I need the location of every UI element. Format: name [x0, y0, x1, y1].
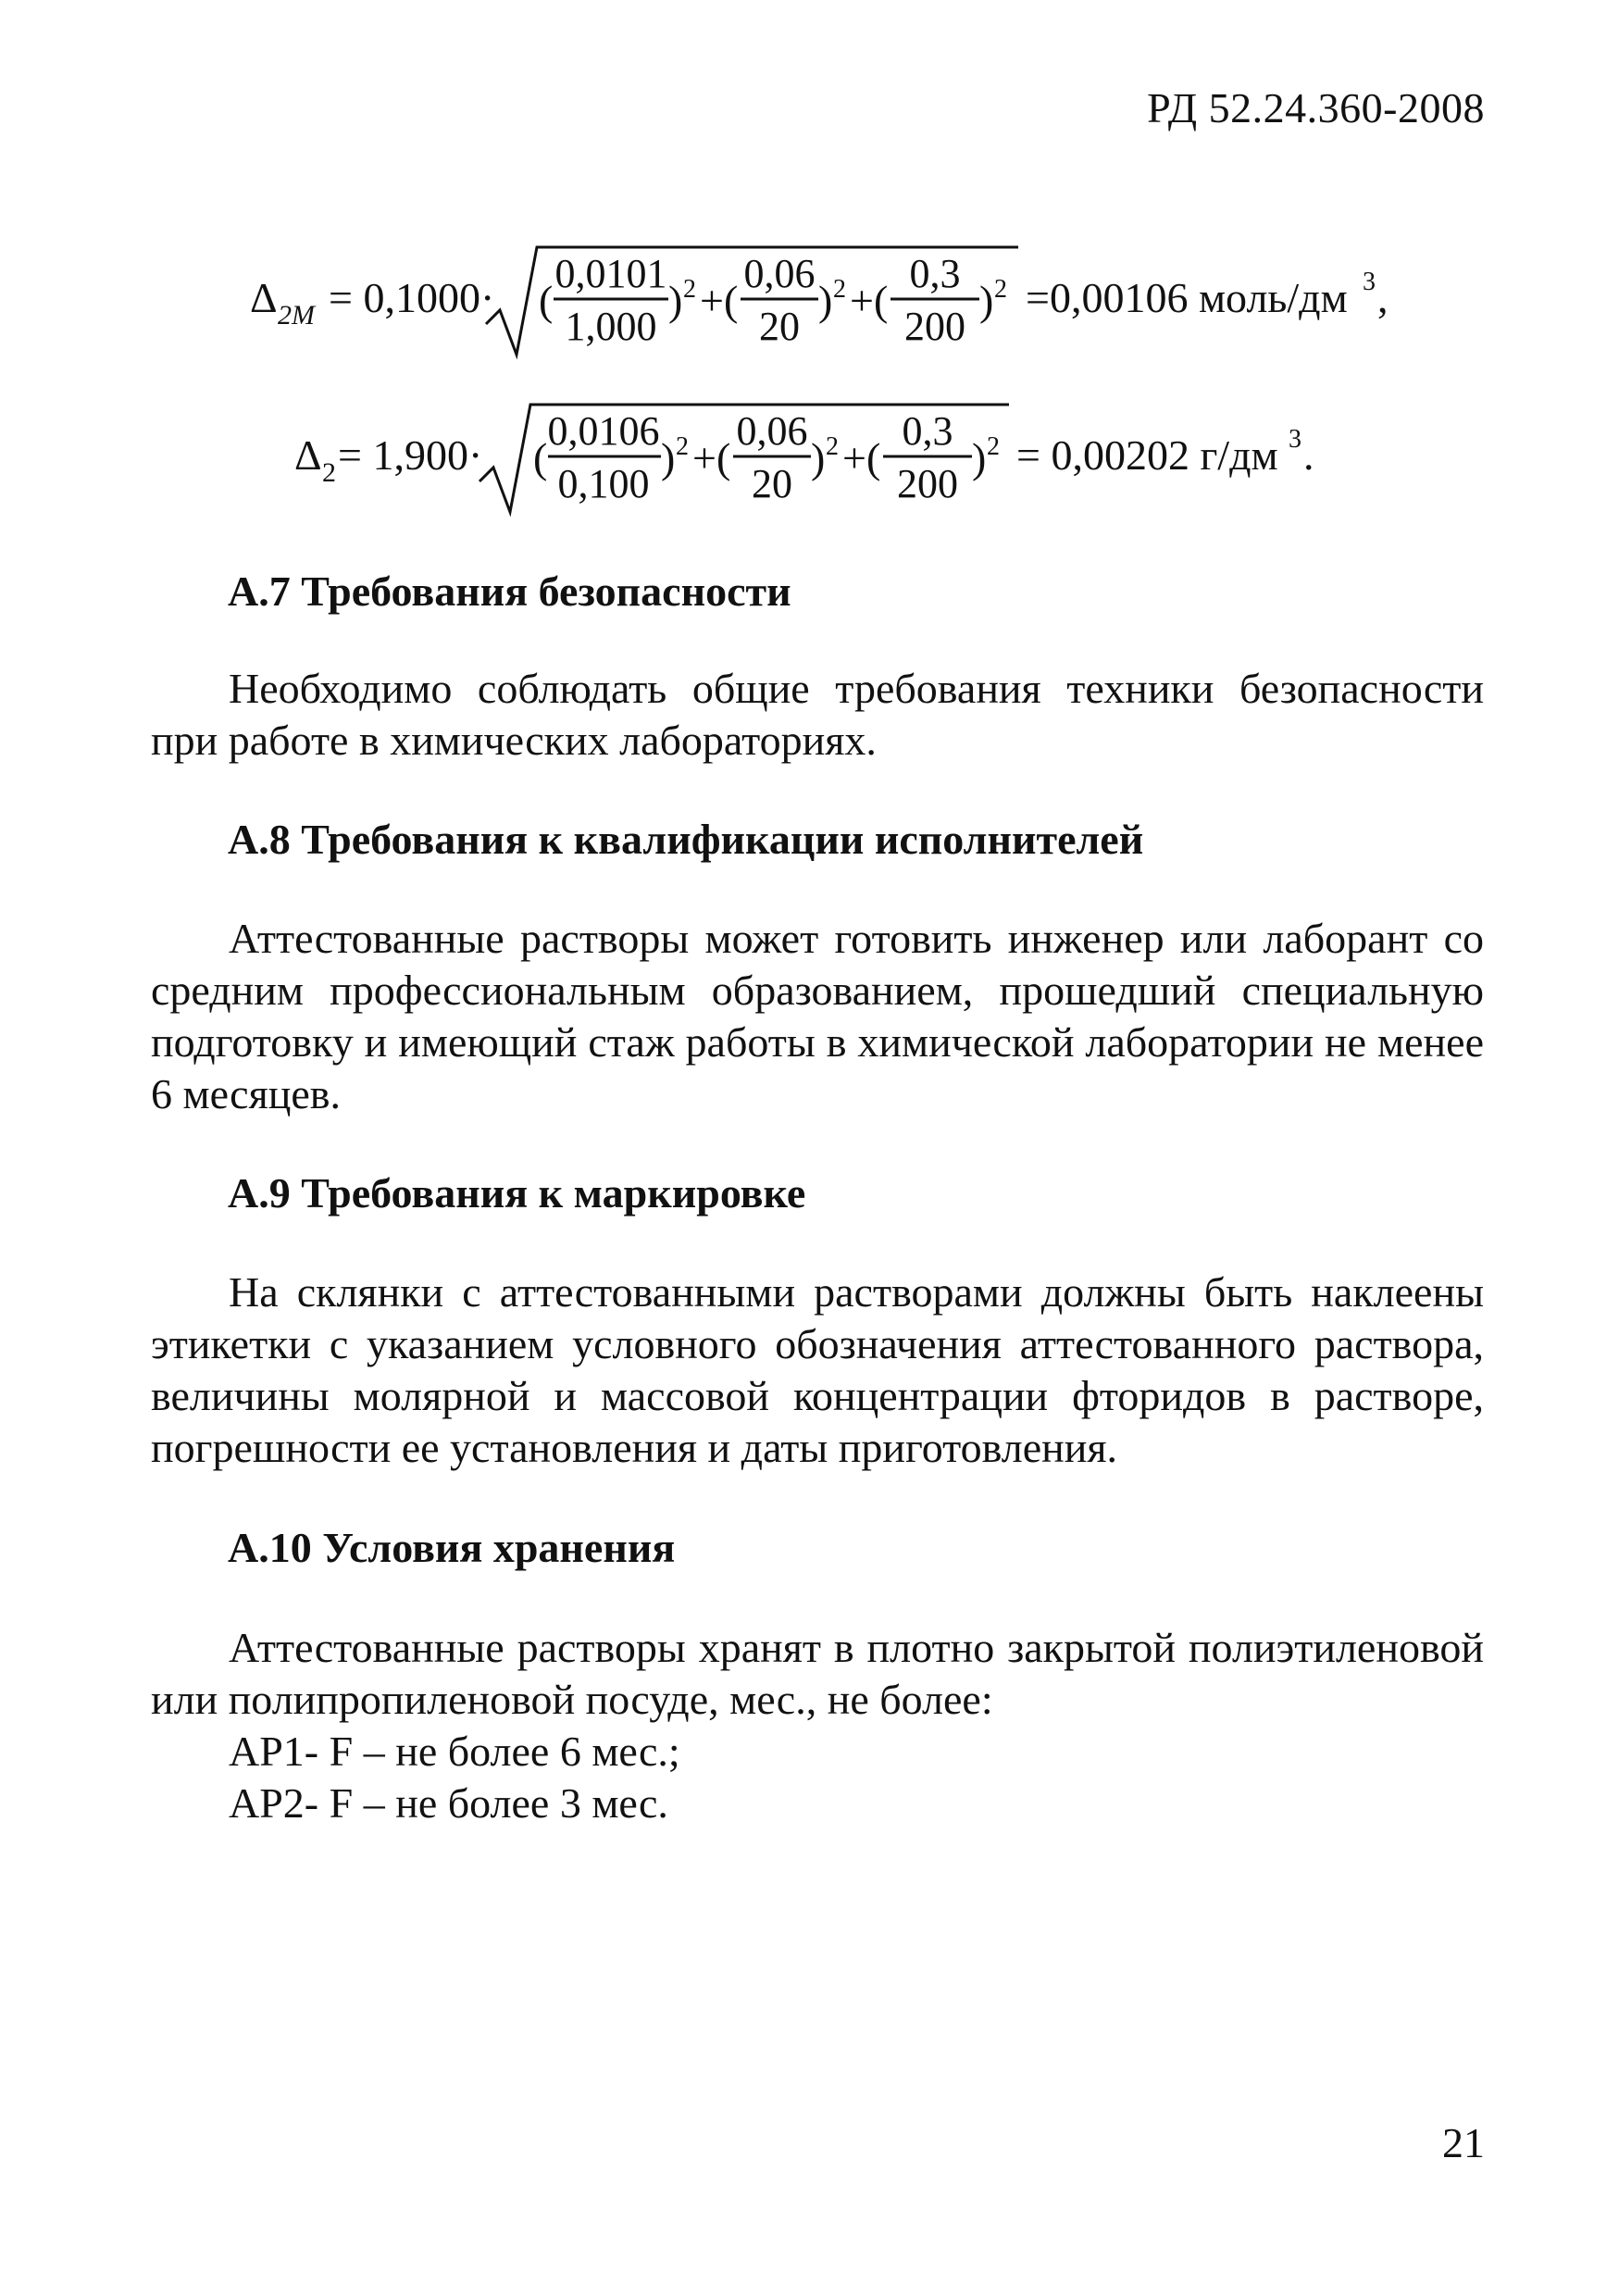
eq2-frac3-numerator: 0,3 — [902, 408, 953, 454]
svg-text:(: ( — [539, 277, 554, 324]
section-a8-paragraph: Аттестованные растворы может готовить инженер или лаборант со средним профессиональным образованием, прошедший специальную подготовку и имеющий стаж работы в химической лаборатории не менее 6 месяцев. — [151, 915, 1484, 1117]
eq1-frac2-numerator: 0,06 — [743, 251, 816, 296]
eq1-lhs: Δ — [250, 274, 278, 321]
section-a8-heading: А.8 Требования к квалификации исполнителей — [228, 816, 1144, 863]
eq1-frac3-denominator: 200 — [904, 304, 965, 349]
svg-text:2: 2 — [683, 275, 696, 304]
section-a10-heading: А.10 Условия хранения — [228, 1524, 676, 1571]
eq1-lhs-subscript: 2M — [278, 300, 315, 331]
svg-text:): ) — [972, 434, 987, 481]
eq1-result-superscript: 3 — [1363, 268, 1376, 296]
eq2-frac2-denominator: 20 — [752, 461, 792, 506]
svg-text:+(: +( — [700, 277, 739, 324]
storage-item-ar2: АР2- F – не более 3 мес. — [229, 1779, 668, 1827]
equation-delta-2m — [0, 236, 1619, 366]
svg-text:,: , — [1377, 274, 1389, 321]
svg-text:.: . — [1303, 431, 1314, 479]
svg-text:): ) — [811, 434, 826, 481]
section-a9-heading: А.9 Требования к маркировке — [228, 1169, 806, 1217]
eq1-frac1-numerator: 0,0101 — [554, 251, 667, 296]
equation-delta-2 — [0, 393, 1619, 523]
document-code-header: РД 52.24.360-2008 — [1147, 84, 1485, 131]
section-a9-paragraph: На склянки с аттестованными растворами должны быть наклеены этикетки с указанием условного обозначения аттестованного раствора, величины молярной и массовой концентрации фторидов в растворе, погрешности ее установления и даты приготовления. — [151, 1268, 1484, 1471]
svg-text:): ) — [979, 277, 994, 324]
eq1-coefficient: = 0,1000· — [329, 274, 495, 321]
section-a10-paragraph: Аттестованные растворы хранят в плотно закрытой полиэтиленовой или полипропиленовой посуде, мес., не более: — [151, 1624, 1484, 1723]
section-a9-text — [151, 1267, 1484, 1474]
svg-text:+(: +( — [692, 434, 731, 481]
eq2-coefficient: = 1,900· — [338, 431, 483, 479]
storage-item-ar1: АР1- F – не более 6 мес.; — [229, 1728, 680, 1775]
svg-text:): ) — [818, 277, 833, 324]
section-a8-text — [151, 913, 1484, 1120]
section-a7-text — [151, 663, 1484, 767]
eq2-frac1-denominator: 0,100 — [557, 461, 650, 506]
eq2-frac2-numerator: 0,06 — [736, 408, 808, 454]
section-a7-heading: А.7 Требования безопасности — [228, 568, 791, 615]
eq2-frac3-denominator: 200 — [897, 461, 958, 506]
eq2-result: = 0,00202 г/дм — [1016, 431, 1278, 479]
eq2-frac1-numerator: 0,0106 — [547, 408, 660, 454]
section-a7-paragraph: Необходимо соблюдать общие требования техники безопасности при работе в химических лабораториях. — [151, 665, 1484, 764]
section-a10-text — [151, 1622, 1484, 1829]
svg-text:(: ( — [533, 434, 548, 481]
eq1-frac2-denominator: 20 — [759, 304, 800, 349]
eq2-lhs: Δ — [294, 431, 322, 479]
eq1-frac3-numerator: 0,3 — [909, 251, 961, 296]
svg-text:2: 2 — [826, 432, 839, 461]
svg-text:2: 2 — [833, 275, 846, 304]
svg-text:2: 2 — [994, 275, 1007, 304]
eq2-result-superscript: 3 — [1289, 425, 1301, 454]
svg-text:+(: +( — [850, 277, 889, 324]
page-number: 21 — [1442, 2119, 1485, 2166]
svg-text:): ) — [668, 277, 683, 324]
eq1-frac1-denominator: 1,000 — [565, 304, 657, 349]
svg-text:2: 2 — [987, 432, 1000, 461]
eq2-lhs-subscript: 2 — [322, 457, 336, 488]
svg-text:): ) — [661, 434, 676, 481]
svg-text:2: 2 — [676, 432, 689, 461]
svg-text:+(: +( — [842, 434, 881, 481]
eq1-result: =0,00106 моль/дм — [1026, 274, 1348, 321]
